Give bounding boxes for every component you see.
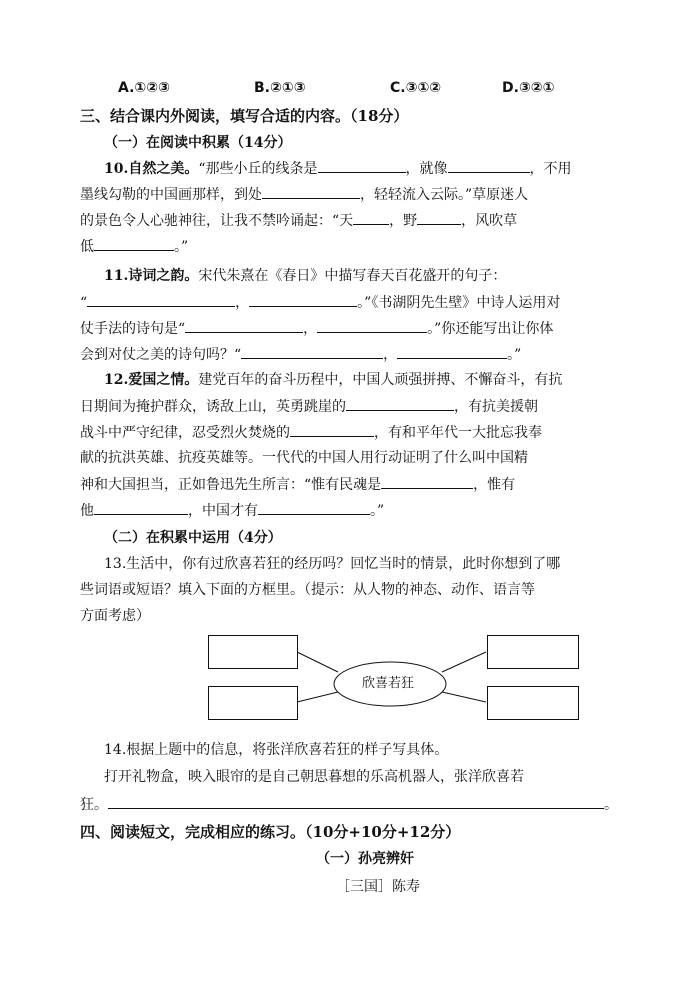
q12-line5: 神和大国担当，正如鲁迅先生所言：“惟有民魂是 ，惟有 bbox=[80, 474, 515, 495]
center-label: 欣喜若狂 bbox=[362, 676, 415, 691]
choice-a: A.①②③ bbox=[118, 80, 170, 96]
q12-line6: 他 ，中国才有 。” bbox=[80, 500, 384, 521]
q12-line2: 日期间为掩护群众，诱敌上山，英勇跳崖的 ，有抗美援朝 bbox=[80, 396, 538, 417]
q14-line1: 14.根据上题中的信息，将张洋欣喜若狂的样子写具体。 bbox=[104, 742, 449, 758]
q10-line4: 低 。” bbox=[80, 236, 188, 257]
q13-line2: 些词语或短语？填入下面的方框里。（提示：从人物的神态、动作、语言等 bbox=[80, 582, 535, 598]
q11-line4: 会到对仗之美的诗句吗？“ ， 。” bbox=[80, 344, 521, 365]
connector-top-right bbox=[442, 652, 486, 672]
q14-line2: 打开礼物盒，映入眼帘的是自己朝思暮想的乐高机器人，张洋欣喜若 bbox=[104, 769, 524, 785]
answer-box-bottom-left[interactable] bbox=[208, 686, 298, 720]
q10-line3: 的景色令人心驰神往，让我不禁吟诵起：“天 ，野 ，风吹草 bbox=[80, 210, 517, 231]
part2-title: （二）在积累中运用（4分） bbox=[104, 530, 282, 546]
connector-bottom-right bbox=[442, 692, 486, 702]
q12-line4: 献的抗洪英雄、抗疫英雄等。一代代的中国人用行动证明了什么叫中国精 bbox=[80, 450, 528, 466]
answer-box-top-right[interactable] bbox=[487, 635, 579, 669]
choice-c: C.③①② bbox=[390, 80, 442, 96]
section4-title: 四、阅读短文，完成相应的练习。（10分+10分+12分） bbox=[80, 823, 461, 841]
q13-line3: 方面考虑） bbox=[80, 608, 150, 624]
q11-line3: 仗手法的诗句是“ ， 。”你还能写出让你体 bbox=[80, 318, 553, 339]
q10-line2: 墨线勾勒的中国画那样，到处 ，轻轻流入云际。”草原迷人 bbox=[80, 184, 528, 205]
q14-line3: 狂。 。 bbox=[80, 794, 618, 815]
part1-title: （一）在阅读中积累（14分） bbox=[104, 135, 292, 151]
q12-line3: 战斗中严守纪律，忍受烈火焚烧的 ，有和平年代一大批忘我奉 bbox=[80, 422, 542, 443]
answer-box-top-left[interactable] bbox=[208, 635, 298, 669]
connector-bottom-left bbox=[297, 692, 338, 702]
q13-line1: 13.生活中，你有过欣喜若狂的经历吗？回忆当时的情景，此时你想到了哪 bbox=[104, 556, 561, 572]
section3-title: 三、结合课内外阅读，填写合适的内容。（18分） bbox=[80, 107, 409, 125]
choice-b: B.②①③ bbox=[254, 80, 306, 96]
q11-line2: “ ， 。”《书湖阴先生壁》中诗人运用对 bbox=[80, 292, 560, 313]
answer-box-bottom-right[interactable] bbox=[487, 686, 579, 720]
connector-top-left bbox=[297, 652, 338, 672]
passage-author: ［三国］陈寿 bbox=[336, 879, 420, 895]
passage-title: （一）孙亮辨奸 bbox=[316, 851, 414, 867]
q10-line1: 10.自然之美。“那些小丘的线条是 ，就像 ，不用 bbox=[104, 158, 572, 179]
q12-line1: 12.爱国之情。建党百年的奋斗历程中，中国人顽强拼搏、不懈奋斗，有抗 bbox=[104, 372, 563, 388]
q14-answer-blank[interactable] bbox=[108, 794, 604, 809]
q11-line1: 11.诗词之韵。宋代朱熹在《春日》中描写春天百花盛开的句子： bbox=[104, 268, 507, 284]
choice-d: D.③②① bbox=[502, 80, 555, 96]
